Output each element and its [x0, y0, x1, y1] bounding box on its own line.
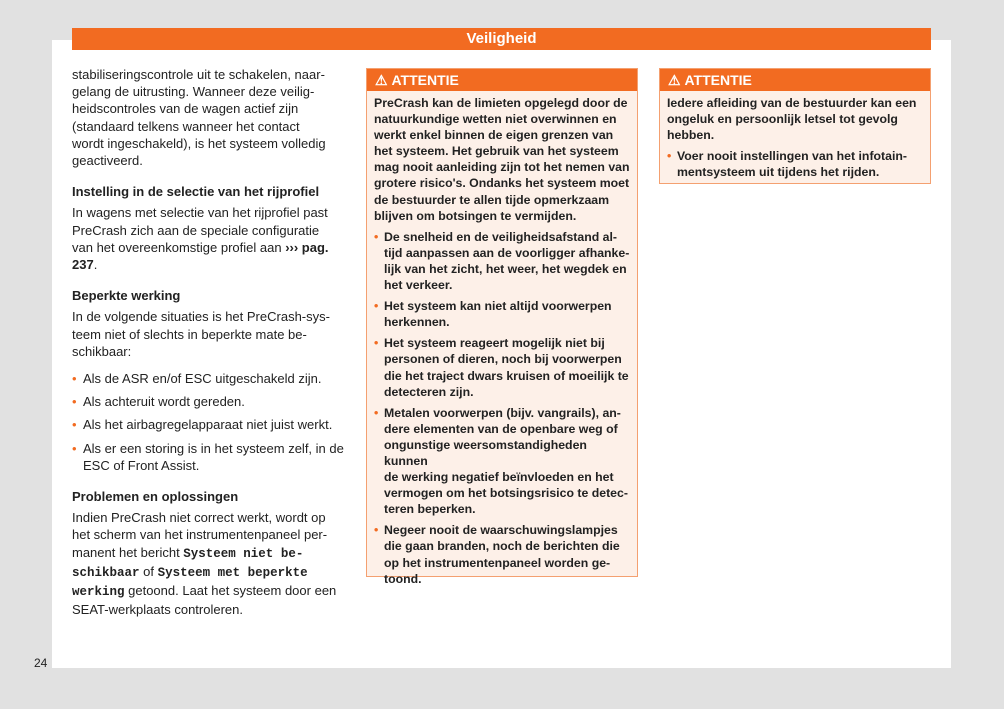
list-item: • Als achteruit wordt gereden.: [72, 393, 348, 410]
list-item: • Als het airbagregelapparaat niet juist werkt.: [72, 416, 348, 433]
text: getoond. Laat het systeem door een SEAT-werkplaats controleren.: [72, 583, 337, 618]
warning-title: ATTENTIE: [684, 72, 752, 88]
text: In wagens met selectie van het rijprofiel past PreCrash zich aan de speciale configuratie van het overeenkomstige profiel aan: [72, 205, 328, 255]
driving-profile-paragraph: In wagens met selectie van het rijprofiel past PreCrash zich aan de speciale configuratie van het overeenkomstige profiel aan ››› pag. 237.: [72, 205, 329, 273]
message-text: Systeem niet be- schikbaar: [72, 546, 304, 580]
left-column: [72, 66, 348, 628]
warning-box-distraction: [659, 68, 931, 184]
warning-header: [367, 69, 637, 91]
problems-paragraph: [72, 509, 348, 618]
warning-triangle-icon: ⚠: [375, 72, 388, 88]
list-item: • Voer nooit instellingen van het infotain- mentsysteem uit tijdens het rijden.: [667, 148, 923, 180]
warning-box-precrash: [366, 68, 638, 586]
text: Indien PreCrash niet correct werkt, wordt op het scherm van het instrumentenpaneel per- manent het bericht: [72, 510, 328, 560]
warning-triangle-icon: ⚠: [668, 72, 681, 88]
message-text: Systeem met beperkte werking: [72, 565, 308, 600]
list-item: • Het systeem kan niet altijd voorwerpen herkennen.: [374, 298, 630, 330]
list-item: • Het systeem reageert mogelijk niet bij personen of dieren, noch bij voorwerpen die het traject dwars kruisen of moeilijk te detecteren zijn.: [374, 335, 630, 399]
warning-text: PreCrash kan de limieten opgelegd door de natuurkundige wetten niet overwinnen en werkt enkel binnen de eigen grenzen van het systeem. Het gebruik van het systeem mag nooit aanleiding zijn tot het nemen van grotere risico's. Ondanks het systeem moet de bestuurder te allen tijde opmerkzaam blijven om botsingen te vermijden.: [374, 96, 630, 223]
list-item: • Metalen voorwerpen (bijv. vangrails), an- dere elementen van de openbare weg of ongunstige weersomstandigheden kunnen de werking negatief beïnvloeden en het vermogen om het botsingsrisico te detec- teren beperken.: [374, 405, 630, 518]
section-header: Veiligheid: [72, 28, 931, 50]
list-item: • De snelheid en de veiligheidsafstand al- tijd aanpassen aan de voorligger afhanke- lijk van het zicht, het weer, het wegdek en het verkeer.: [374, 229, 630, 293]
limited-operation-paragraph: In de volgende situaties is het PreCrash-sys- teem niet of slechts in beperkte mate be- schikbaar:: [72, 309, 330, 359]
list-item: • Als de ASR en/of ESC uitgeschakeld zijn.: [72, 370, 348, 387]
list-item: • Als er een storing is in het systeem zelf, in de ESC of Front Assist.: [72, 440, 348, 474]
warning-text: Iedere afleiding van de bestuurder kan een ongeluk en persoonlijk letsel tot gevolg hebben.: [667, 96, 917, 143]
heading-driving-profile: Instelling in de selectie van het rijprofiel: [72, 184, 320, 200]
list-item: • Negeer nooit de waarschuwingslampjes die gaan branden, noch de berichten die op het instrumentenpaneel worden ge- toond.: [374, 522, 630, 586]
page-reference-link[interactable]: ››› pag. 237: [72, 239, 329, 273]
page-number: 24: [34, 656, 48, 670]
text: of: [139, 563, 158, 579]
intro-paragraph: stabiliseringscontrole uit te schakelen, naar- gelang de uitrusting. Wanneer deze veilig- heidscontroles van de wagen actief zijn (standaard telkens wanneer het contact wordt ingeschakeld), is het systeem volledig geactiveerd.: [72, 67, 326, 169]
heading-problems: Problemen en oplossingen: [72, 489, 239, 505]
limited-operation-list: [72, 370, 348, 474]
warning-header: [660, 69, 930, 91]
heading-limited-operation: Beperkte werking: [72, 288, 181, 304]
warning-title: ATTENTIE: [391, 72, 459, 88]
